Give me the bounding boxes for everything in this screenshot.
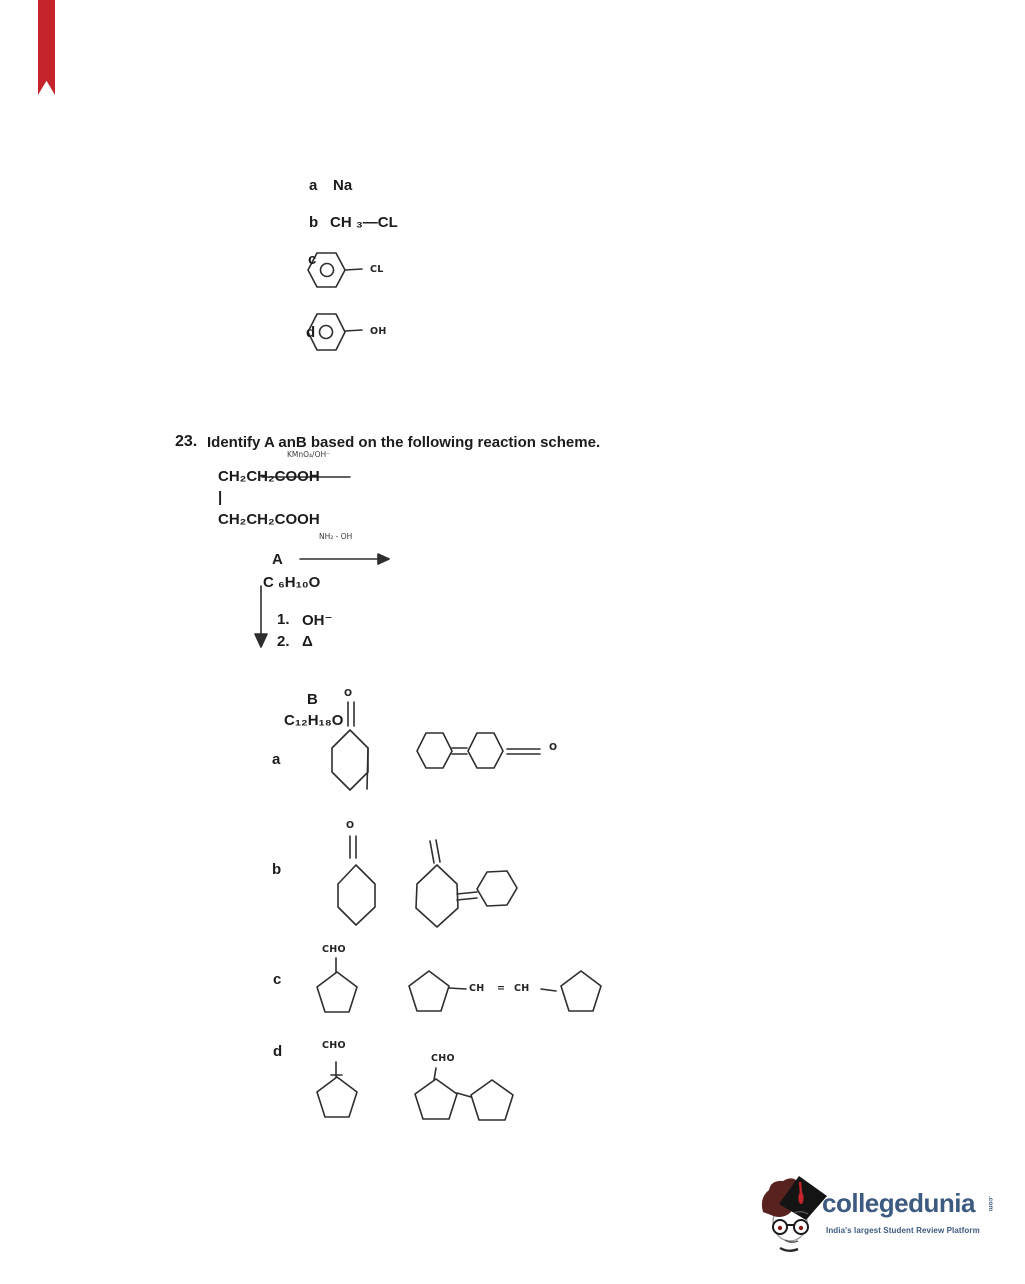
option-a-ketone-oxygen: O	[344, 688, 353, 699]
option-a-bicyclohexylidene	[417, 733, 540, 768]
product-b-formula: C₁₂H₁₈O	[284, 712, 344, 729]
answer-option-a-label: a	[272, 751, 281, 768]
top-option-d-label: d	[306, 324, 316, 341]
option-b-diene-structure	[416, 840, 517, 927]
reagent-kmno4: KMnO₄/OH⁻	[287, 450, 331, 459]
answer-option-d-label: d	[273, 1043, 283, 1060]
answer-option-b-label: b	[272, 861, 282, 878]
question-number: 23.	[175, 433, 198, 450]
option-d-right-cho-label: CHO	[431, 1053, 455, 1064]
benzene-oh-structure	[308, 314, 362, 350]
option-b-ketone-oxygen: O	[346, 820, 355, 831]
option-a-right-oxygen: O	[549, 742, 558, 753]
collegedunia-tagline: India's largest Student Review Platform	[826, 1226, 980, 1235]
option-d-cyclopentanecarbaldehyde	[317, 1062, 357, 1117]
step-2-delta: Δ	[302, 633, 313, 650]
top-option-a-label: a	[309, 177, 318, 194]
collegedunia-logo-text: collegedunia	[822, 1188, 975, 1218]
reagent-hydroxylamine: NH₂ - OH	[319, 532, 353, 541]
option-d-left-cho-label: CHO	[322, 1040, 346, 1051]
option-c-cho-label: CHO	[322, 944, 346, 955]
acid-bond-bar: |	[218, 489, 223, 506]
answer-option-c-label: c	[273, 971, 282, 988]
intermediate-a-label: A	[272, 551, 283, 568]
acid-formula-line1: CH₂CH₂COOH	[218, 468, 320, 485]
intermediate-a-formula: C ₆H₁₀O	[263, 574, 321, 591]
option-c-cyclopentanecarbaldehyde	[317, 958, 357, 1012]
option-d-bicyclopentyl-structure	[415, 1068, 513, 1120]
step-2-number: 2.	[277, 633, 290, 650]
option-c-ch-left: CH	[469, 983, 485, 994]
step-1-number: 1.	[277, 611, 290, 628]
acid-formula-line2: CH₂CH₂COOH	[218, 511, 320, 528]
top-option-c-label: c	[308, 251, 317, 268]
chlorine-substituent-label: CL	[370, 264, 384, 275]
collegedunia-tld-text: .com	[987, 1196, 994, 1212]
option-b-cyclohexanone	[338, 836, 375, 925]
step-1-reagent: OH⁻	[302, 612, 333, 629]
top-option-b-label: b	[309, 214, 319, 231]
top-option-b-text: CH ₃—CL	[330, 214, 398, 231]
product-b-label: B	[307, 691, 318, 708]
top-option-a-text: Na	[333, 177, 353, 194]
question-title: Identify A anB based on the following reaction scheme.	[207, 434, 601, 451]
option-c-ch-right: CH	[514, 983, 530, 994]
hydroxyl-substituent-label: OH	[370, 326, 387, 337]
collegedunia-mascot	[762, 1176, 827, 1251]
option-c-double-bond: =	[497, 983, 506, 994]
